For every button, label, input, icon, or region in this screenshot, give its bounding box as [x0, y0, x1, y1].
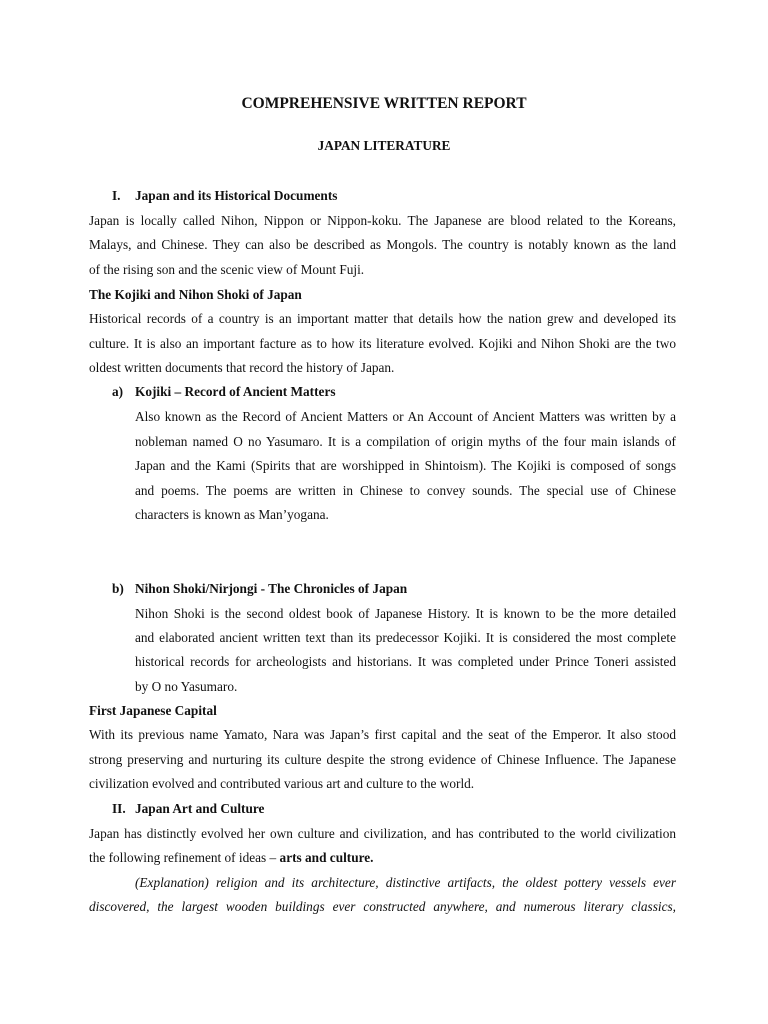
kojiki-nihon-line: culture. It is also an important facture as to how its literature evolved. Kojiki and Nihon Shoki are the two	[89, 336, 676, 351]
item-b-line: by O no Yasumaro.	[135, 679, 238, 694]
item-a-line: characters is known as Man’yogana.	[135, 507, 329, 522]
kojiki-nihon-heading: The Kojiki and Nihon Shoki of Japan	[89, 287, 302, 302]
capital-heading: First Japanese Capital	[89, 703, 217, 718]
capital-line: With its previous name Yamato, Nara was Japan’s first capital and the seat of the Emperor. It also stood	[89, 727, 676, 742]
section-2-line	[89, 849, 374, 866]
item-b-marker: b)	[112, 581, 124, 596]
report-subtitle: JAPAN LITERATURE	[317, 138, 451, 153]
kojiki-nihon-line: oldest written documents that record the history of Japan.	[89, 360, 395, 375]
item-a-line: Also known as the Record of Ancient Matters or An Account of Ancient Matters was written by a	[135, 409, 676, 424]
section-1-line: Japan is locally called Nihon, Nippon or Nippon-koku. The Japanese are blood related to the Koreans,	[89, 213, 676, 228]
item-b-line: historical records for archeologists and historians. It was completed under Prince Toneri assisted	[135, 654, 676, 669]
section-2-heading: Japan Art and Culture	[135, 801, 265, 816]
section-1-line: Malays, and Chinese. They can also be described as Mongols. The country is notably known as the land	[89, 237, 676, 252]
section-2-line: Japan has distinctly evolved her own culture and civilization, and has contributed to the world civilization	[89, 826, 676, 841]
kojiki-nihon-line: Historical records of a country is an important matter that details how the nation grew and developed its	[89, 311, 676, 326]
item-a-line: nobleman named O no Yasumaro. It is a compilation of origin myths of the four main islands of	[135, 434, 676, 449]
item-a-marker: a)	[112, 384, 124, 399]
section-1-heading: Japan and its Historical Documents	[135, 188, 338, 203]
item-a-line: Japan and the Kami (Spirits that are worshipped in Shintoism). The Kojiki is composed of songs	[135, 458, 676, 473]
report-title: COMPREHENSIVE WRITTEN REPORT	[241, 95, 527, 112]
arts-and-culture-emphasis: arts and culture.	[279, 850, 374, 865]
item-b-line: Nihon Shoki is the second oldest book of Japanese History. It is known to be the more detailed	[135, 606, 676, 621]
capital-line: civilization evolved and contributed various art and culture to the world.	[89, 776, 475, 791]
item-a-heading: Kojiki – Record of Ancient Matters	[135, 384, 336, 399]
item-b-heading: Nihon Shoki/Nirjongi - The Chronicles of Japan	[135, 581, 408, 596]
section-2-line-plain: the following refinement of ideas –	[89, 850, 280, 865]
item-a-line: and poems. The poems are written in Chinese to convey sounds. The special use of Chinese	[135, 483, 676, 498]
section-2-numeral: II.	[112, 801, 126, 816]
section-1-line: of the rising son and the scenic view of Mount Fuji.	[89, 262, 365, 277]
explanation-line: discovered, the largest wooden buildings ever constructed anywhere, and numerous literary classics,	[89, 899, 676, 914]
section-1-numeral: I.	[112, 188, 121, 203]
item-b-line: and elaborated ancient written text than its predecessor Kojiki. It is considered the most complete	[135, 630, 676, 645]
explanation-line: (Explanation) religion and its architecture, distinctive artifacts, the oldest pottery vessels ever	[135, 875, 676, 890]
capital-line: strong preserving and nurturing its culture despite the strong evidence of Chinese Influence. The Japanese	[89, 752, 676, 767]
